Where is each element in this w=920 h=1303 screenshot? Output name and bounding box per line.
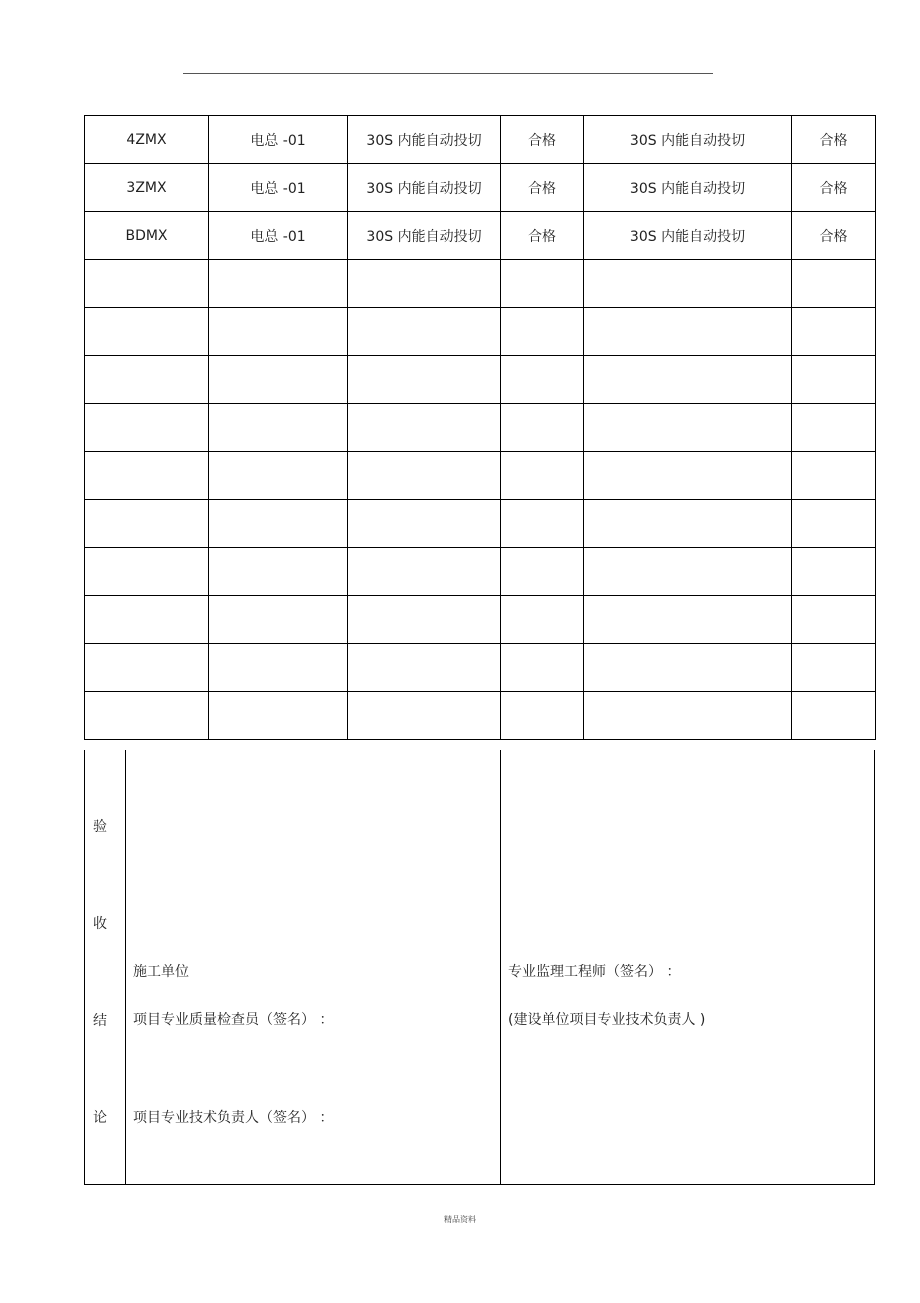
- table-row: [85, 500, 876, 548]
- acceptance-label-char: 验: [93, 819, 107, 835]
- table-cell: [85, 452, 209, 500]
- table-cell: [501, 260, 584, 308]
- table-cell: [584, 404, 792, 452]
- table-cell: [792, 404, 876, 452]
- table-cell: [85, 356, 209, 404]
- table-cell: [209, 692, 348, 740]
- table-cell: 30S 内能自动投切: [584, 164, 792, 212]
- acceptance-label-char: 收: [93, 916, 107, 932]
- table-cell: 合格: [792, 164, 876, 212]
- table-cell: 合格: [501, 164, 584, 212]
- table-cell: [348, 500, 501, 548]
- table-cell: [348, 596, 501, 644]
- table-row: [85, 548, 876, 596]
- table-cell: [85, 500, 209, 548]
- table-row: [85, 260, 876, 308]
- table-cell: 4ZMX: [85, 116, 209, 164]
- table-cell: 30S 内能自动投切: [348, 116, 501, 164]
- table-cell: 合格: [792, 116, 876, 164]
- table-cell: 合格: [792, 212, 876, 260]
- table-cell: [584, 500, 792, 548]
- table-row: [85, 212, 876, 260]
- acceptance-label-char: 论: [93, 1110, 107, 1126]
- footer-note: 精品资料: [444, 1215, 476, 1224]
- table-cell: [85, 260, 209, 308]
- table-cell: [348, 356, 501, 404]
- table-cell: [792, 644, 876, 692]
- table-cell: [501, 308, 584, 356]
- inspection-table: [84, 115, 876, 740]
- table-cell: [209, 404, 348, 452]
- table-cell: [501, 404, 584, 452]
- table-cell: [501, 452, 584, 500]
- table-cell: [85, 596, 209, 644]
- table-cell: [85, 644, 209, 692]
- header-rule: [183, 73, 713, 74]
- table-cell: [209, 548, 348, 596]
- table-cell: [209, 308, 348, 356]
- table-cell: 30S 内能自动投切: [584, 212, 792, 260]
- supervisor-signature: 专业监理工程师（签名） ：: [508, 964, 681, 980]
- table-cell: [501, 692, 584, 740]
- table-cell: [792, 308, 876, 356]
- table-cell: 30S 内能自动投切: [348, 212, 501, 260]
- table-cell: [584, 692, 792, 740]
- inspection-table-body: [85, 116, 876, 740]
- table-cell: 电总 -01: [209, 212, 348, 260]
- supervisor-signature-block: [501, 750, 874, 1184]
- table-cell: 电总 -01: [209, 164, 348, 212]
- table-cell: [348, 308, 501, 356]
- table-cell: [85, 692, 209, 740]
- table-cell: [501, 596, 584, 644]
- contractor-unit-label: 施工单位: [133, 964, 189, 980]
- table-cell: [85, 548, 209, 596]
- table-cell: [792, 452, 876, 500]
- table-cell: [584, 260, 792, 308]
- acceptance-conclusion-section: [84, 750, 875, 1185]
- table-row: [85, 404, 876, 452]
- owner-tech-lead-note: (建设单位项目专业技术负责人 ): [508, 1012, 706, 1028]
- table-cell: [348, 260, 501, 308]
- table-cell: [792, 356, 876, 404]
- table-cell: 30S 内能自动投切: [584, 116, 792, 164]
- table-row: [85, 164, 876, 212]
- table-cell: 电总 -01: [209, 116, 348, 164]
- table-cell: [85, 404, 209, 452]
- table-cell: [584, 548, 792, 596]
- table-cell: [209, 356, 348, 404]
- table-cell: [209, 500, 348, 548]
- table-cell: [584, 644, 792, 692]
- table-cell: 30S 内能自动投切: [348, 164, 501, 212]
- table-cell: [209, 596, 348, 644]
- table-cell: [584, 596, 792, 644]
- table-cell: [792, 260, 876, 308]
- table-row: [85, 596, 876, 644]
- table-row: [85, 452, 876, 500]
- table-cell: [584, 452, 792, 500]
- table-cell: [209, 452, 348, 500]
- table-cell: [209, 644, 348, 692]
- table-row: [85, 116, 876, 164]
- table-cell: [501, 548, 584, 596]
- table-cell: [584, 308, 792, 356]
- table-cell: 3ZMX: [85, 164, 209, 212]
- table-cell: [85, 308, 209, 356]
- table-cell: [501, 500, 584, 548]
- table-cell: [348, 692, 501, 740]
- table-row: [85, 644, 876, 692]
- contractor-signature-block: [126, 750, 501, 1184]
- acceptance-label-column: [85, 750, 126, 1184]
- table-cell: [209, 260, 348, 308]
- table-cell: [348, 548, 501, 596]
- acceptance-label-char: 结: [93, 1013, 107, 1029]
- table-cell: [501, 644, 584, 692]
- table-cell: [584, 356, 792, 404]
- table-cell: 合格: [501, 212, 584, 260]
- table-cell: BDMX: [85, 212, 209, 260]
- table-cell: [501, 356, 584, 404]
- table-row: [85, 308, 876, 356]
- table-row: [85, 356, 876, 404]
- table-cell: [348, 644, 501, 692]
- table-cell: 合格: [501, 116, 584, 164]
- table-cell: [792, 596, 876, 644]
- table-cell: [348, 452, 501, 500]
- tech-lead-signature: 项目专业技术负责人（签名） ：: [133, 1110, 334, 1126]
- table-cell: [792, 500, 876, 548]
- table-cell: [348, 404, 501, 452]
- table-cell: [792, 548, 876, 596]
- quality-inspector-signature: 项目专业质量检查员（签名） ：: [133, 1012, 334, 1028]
- table-row: [85, 692, 876, 740]
- table-cell: [792, 692, 876, 740]
